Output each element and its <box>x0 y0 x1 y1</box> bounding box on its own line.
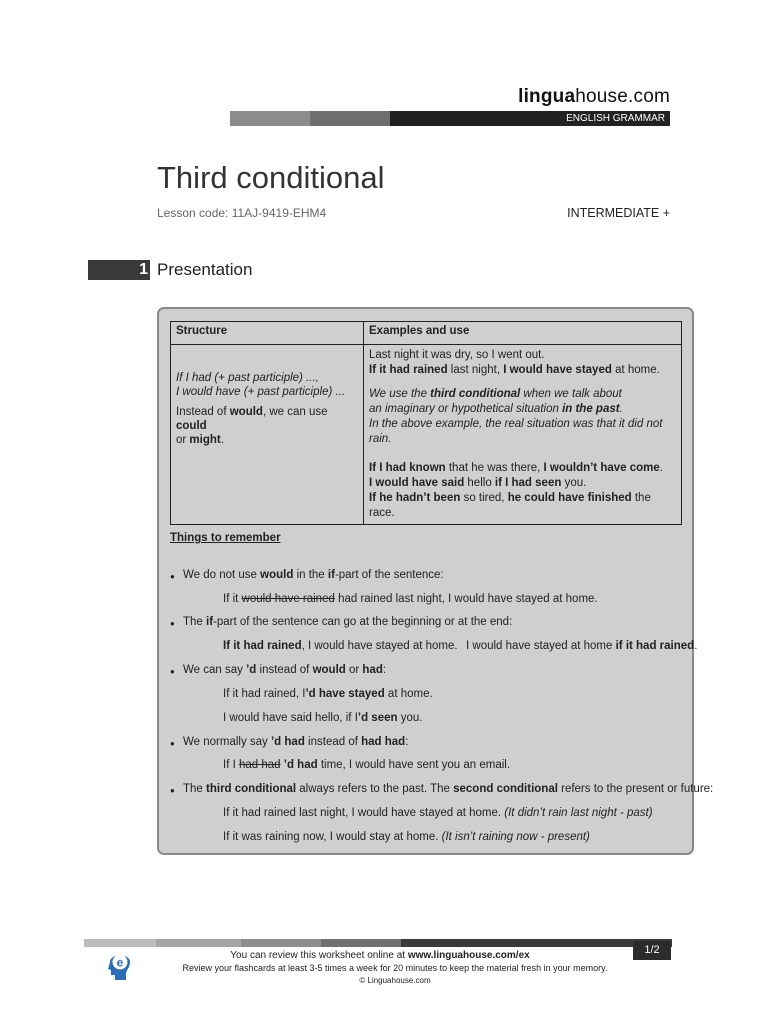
section-title: Presentation <box>157 260 253 279</box>
rule-example-4: If I had had ’d had time, I would have sent you an email. <box>223 759 511 771</box>
rule-bullet-4: ● We normally say ’d had instead of had had: <box>170 735 408 749</box>
rule-example-3b: I would have said hello, if I’d seen you. <box>223 712 423 724</box>
brand-logo-text: linguahouse.com <box>518 86 670 107</box>
rule-bullet-2: ● The if-part of the sentence can go at the beginning or at the end: <box>170 615 512 629</box>
remember-heading: Things to remember <box>170 532 281 544</box>
rule-example-5a: If it had rained last night, I would have stayed at home. (It didn’t rain last night - past) <box>223 807 653 819</box>
rule-example-3a: If it had rained, I’d have stayed at home. <box>223 688 433 700</box>
lesson-code: Lesson code: 11AJ-9419-EHM4 <box>157 206 327 220</box>
footer-review-line: You can review this worksheet online at www.linguahouse.com/ex <box>230 950 530 961</box>
page-number: 1/2 <box>633 941 671 960</box>
header-tag: ENGLISH GRAMMAR <box>390 111 670 126</box>
structure-cell: If I had (+ past participle) ..., I would have (+ past participle) ... Instead of would, we can use could or might. <box>171 345 364 525</box>
structure-header: Structure <box>171 322 364 345</box>
examples-cell: Last night it was dry, so I went out. If it had rained last night, I would have stayed at home. We use the third conditional when we talk about an imaginary or hypothetical situation in the past. In the above example, the real situation was that it did not rain. If I had known that he was there, I wouldn’t have come. I would have said hello if I had seen you. If he hadn’t been so tired, he could have finished the race. <box>364 345 682 525</box>
rule-example-2a: If it had rained, I would have stayed at home. <box>223 640 458 652</box>
section-number: 1 <box>88 260 150 280</box>
footer-bar <box>84 939 672 947</box>
rule-example-1: If it would have rained had rained last night, I would have stayed at home. <box>223 593 598 605</box>
examples-header: Examples and use <box>364 322 682 345</box>
linguahouse-logo-icon <box>106 948 134 982</box>
header-bar <box>230 111 670 126</box>
rule-bullet-5: ● The third conditional always refers to the past. The second conditional refers to the present or future: <box>170 782 713 796</box>
rule-bullet-3: ● We can say ’d instead of would or had: <box>170 663 386 677</box>
svg-text:e: e <box>116 955 124 970</box>
structure-table <box>170 321 682 525</box>
rule-bullet-1: ● We do not use would in the if-part of the sentence: <box>170 568 444 582</box>
rule-example-5b: If it was raining now, I would stay at home. (It isn’t raining now - present) <box>223 831 590 843</box>
footer-flashcards-line: Review your flashcards at least 3-5 times a week for 20 minutes to keep the material fresh in your memory. <box>182 963 608 973</box>
rule-example-2b: I would have stayed at home if it had rained. <box>466 640 698 652</box>
footer-copyright: © Linguahouse.com <box>359 976 431 985</box>
level-label: INTERMEDIATE + <box>567 206 670 220</box>
page-title: Third conditional <box>157 160 385 195</box>
